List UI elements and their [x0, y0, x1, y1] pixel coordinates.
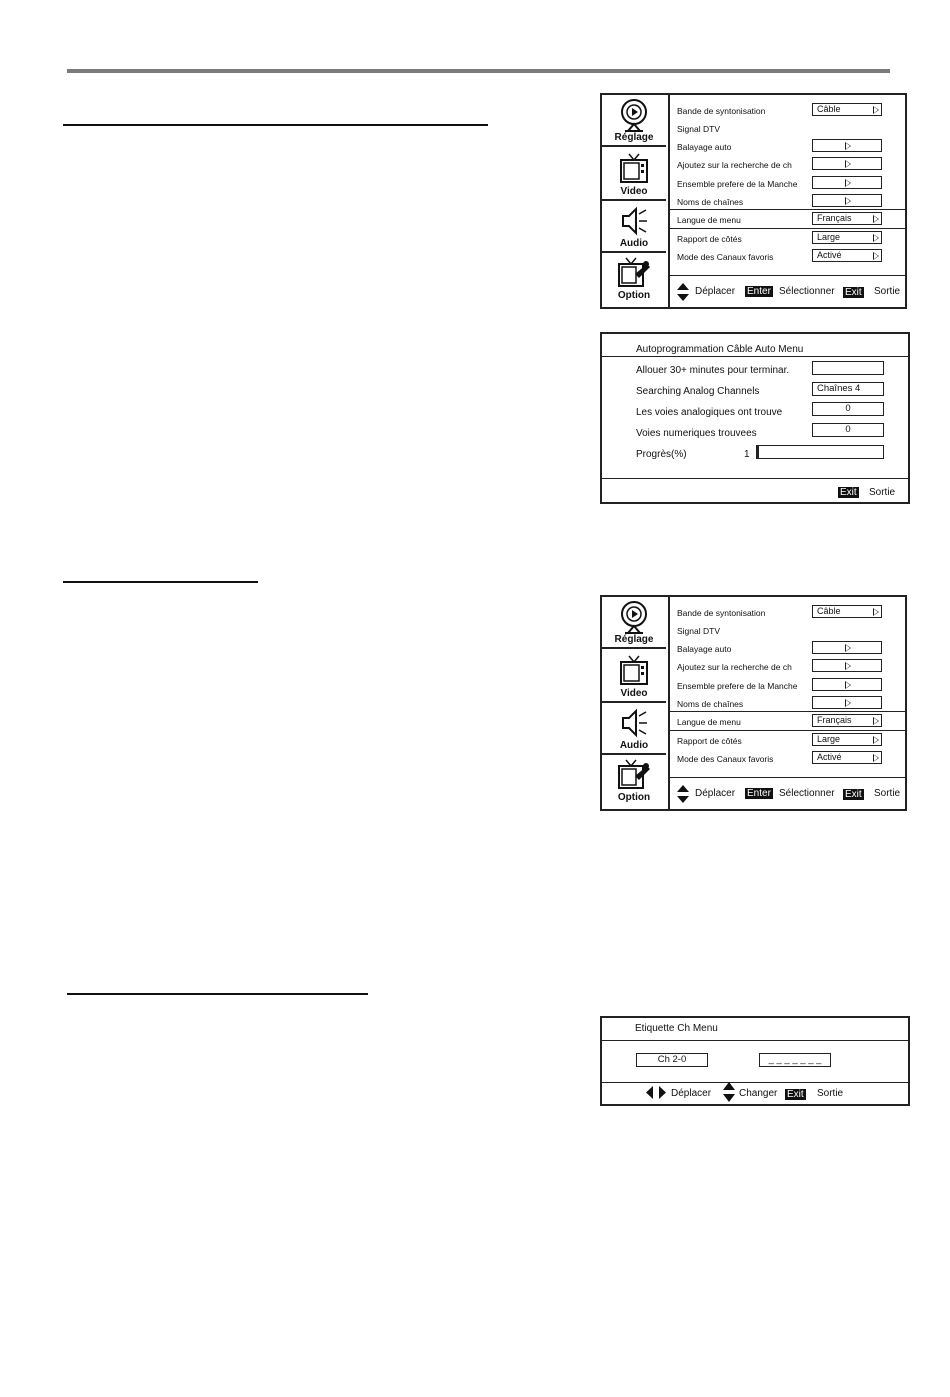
speaker-icon: [619, 706, 649, 740]
right-arrow-icon: [845, 160, 851, 168]
left-right-arrow-icon: [646, 1086, 666, 1099]
exit-key: Exit: [787, 1089, 804, 1100]
menu-row-noms[interactable]: Noms de chaînes: [668, 192, 905, 210]
value-box[interactable]: Français: [812, 714, 882, 727]
section-heading-rule-2: [63, 581, 258, 583]
satellite-dish-icon: [619, 600, 649, 634]
tab-audio[interactable]: [602, 201, 666, 253]
tab-label: Réglage: [614, 132, 654, 143]
tab-option[interactable]: [602, 755, 666, 807]
value-box[interactable]: [812, 678, 882, 691]
menu-footer: Déplacer Enter Sélectionner Exit Sortie: [668, 275, 905, 308]
right-arrow-icon: [873, 252, 879, 260]
right-arrow-icon: [845, 662, 851, 670]
enter-key: Enter: [747, 286, 771, 297]
progress-bar: [756, 445, 884, 459]
tab-video[interactable]: [602, 149, 666, 201]
enter-key: Enter: [747, 788, 771, 799]
menu-row-signal-dtv[interactable]: Signal DTV: [677, 626, 720, 636]
settings-menu-2: [600, 595, 907, 811]
tab-label: Video: [620, 688, 648, 699]
menu-row-noms[interactable]: Noms de chaînes: [668, 694, 905, 712]
value-box[interactable]: Câble: [812, 605, 882, 618]
auto-scan-dialog: Autoprogrammation Câble Auto Menu Allouer 30+ minutes pour terminar. Searching Analog Channels Chaînes 4 Les voies analogiques ont trouve 0 Voies numeriques trouvees 0 Progrès(%) 1 Exit Sortie: [600, 332, 910, 504]
menu-row-bande[interactable]: Bande de syntonisation Câble: [668, 603, 905, 621]
exit-key: Exit: [840, 487, 857, 498]
menu-row-ensemble[interactable]: Ensemble prefere de la Manche: [668, 676, 905, 694]
tab-option[interactable]: [602, 253, 666, 305]
value-box[interactable]: Français: [812, 212, 882, 225]
settings-menu-1: [600, 93, 907, 309]
right-arrow-icon: [873, 717, 879, 725]
value-box[interactable]: Activé: [812, 751, 882, 764]
tab-video[interactable]: [602, 651, 666, 703]
menu-row-bande[interactable]: Bande de syntonisation Câble: [668, 101, 905, 119]
right-arrow-icon: [845, 197, 851, 205]
menu-row-ajoutez[interactable]: Ajoutez sur la recherche de ch: [668, 155, 905, 173]
value-box[interactable]: [812, 176, 882, 189]
value-box[interactable]: [812, 157, 882, 170]
tab-label: Audio: [619, 238, 649, 249]
speaker-icon: [619, 204, 649, 238]
value-box[interactable]: [812, 641, 882, 654]
label-dialog-title: Etiquette Ch Menu: [635, 1023, 718, 1034]
menu-row-signal-dtv[interactable]: Signal DTV: [677, 124, 720, 134]
section-heading-rule-3: [67, 993, 368, 995]
value-box[interactable]: [812, 659, 882, 672]
value-box[interactable]: Câble: [812, 103, 882, 116]
menu-row-rapport[interactable]: Rapport de côtés Large: [668, 731, 905, 749]
menu-row-ensemble[interactable]: Ensemble prefere de la Manche: [668, 174, 905, 192]
up-down-arrow-icon: [723, 1082, 735, 1102]
scan-value-box: 0: [812, 402, 884, 416]
satellite-dish-icon: [619, 98, 649, 132]
progress-value: 1: [744, 449, 750, 460]
exit-key: Exit: [845, 287, 862, 298]
right-arrow-icon: [845, 681, 851, 689]
progress-fill: [757, 446, 759, 458]
channel-number-box: Ch 2-0: [636, 1053, 708, 1067]
up-down-arrow-icon: [677, 785, 689, 803]
menu-row-langue[interactable]: Langue de menu Français: [668, 712, 905, 730]
value-box[interactable]: Large: [812, 733, 882, 746]
value-box[interactable]: Large: [812, 231, 882, 244]
tab-label: Option: [617, 792, 651, 803]
menu-row-ajoutez[interactable]: Ajoutez sur la recherche de ch: [668, 657, 905, 675]
tab-label: Video: [620, 186, 648, 197]
tab-reglage[interactable]: [602, 597, 666, 649]
right-arrow-icon: [845, 699, 851, 707]
tab-reglage[interactable]: [602, 95, 666, 147]
menu-row-balayage[interactable]: Balayage auto: [668, 137, 905, 155]
right-arrow-icon: [873, 608, 879, 616]
tab-label: Audio: [619, 740, 649, 751]
tv-wrench-icon: [617, 758, 651, 792]
right-arrow-icon: [873, 215, 879, 223]
menu-row-mode-favoris[interactable]: Mode des Canaux favoris Activé: [668, 749, 905, 767]
menu-row-rapport[interactable]: Rapport de côtés Large: [668, 229, 905, 247]
menu-row-mode-favoris[interactable]: Mode des Canaux favoris Activé: [668, 247, 905, 265]
exit-key: Exit: [845, 789, 862, 800]
menu-row-langue[interactable]: Langue de menu Français: [668, 210, 905, 228]
section-heading-rule-1: [63, 124, 488, 126]
value-box[interactable]: [812, 194, 882, 207]
scan-value-box: Chaînes 4: [812, 382, 884, 396]
tab-audio[interactable]: [602, 703, 666, 755]
right-arrow-icon: [845, 142, 851, 150]
value-box[interactable]: Activé: [812, 249, 882, 262]
menu-sidebar: [602, 597, 670, 809]
up-down-arrow-icon: [677, 283, 689, 301]
tv-icon: [619, 654, 649, 688]
scan-value-box: 0: [812, 423, 884, 437]
right-arrow-icon: [873, 754, 879, 762]
tv-wrench-icon: [617, 256, 651, 290]
right-arrow-icon: [873, 234, 879, 242]
page-header-rule: [67, 69, 890, 73]
value-box[interactable]: [812, 696, 882, 709]
tab-label: Option: [617, 290, 651, 301]
right-arrow-icon: [873, 106, 879, 114]
right-arrow-icon: [845, 179, 851, 187]
right-arrow-icon: [873, 736, 879, 744]
channel-name-input[interactable]: _ _ _ _ _ _ _: [759, 1053, 831, 1067]
menu-row-balayage[interactable]: Balayage auto: [668, 639, 905, 657]
tv-icon: [619, 152, 649, 186]
progress-label: Progrès(%): [636, 449, 687, 460]
tab-label: Réglage: [614, 634, 654, 645]
scan-title: Autoprogrammation Câble Auto Menu: [636, 344, 804, 355]
menu-footer: Déplacer Enter Sélectionner Exit Sortie: [668, 777, 905, 810]
right-arrow-icon: [845, 644, 851, 652]
scan-value-box: [812, 361, 884, 375]
value-box[interactable]: [812, 139, 882, 152]
channel-label-dialog: Etiquette Ch Menu Ch 2-0 _ _ _ _ _ _ _ Déplacer Changer Exit Sortie: [600, 1016, 910, 1106]
menu-sidebar: [602, 95, 670, 307]
